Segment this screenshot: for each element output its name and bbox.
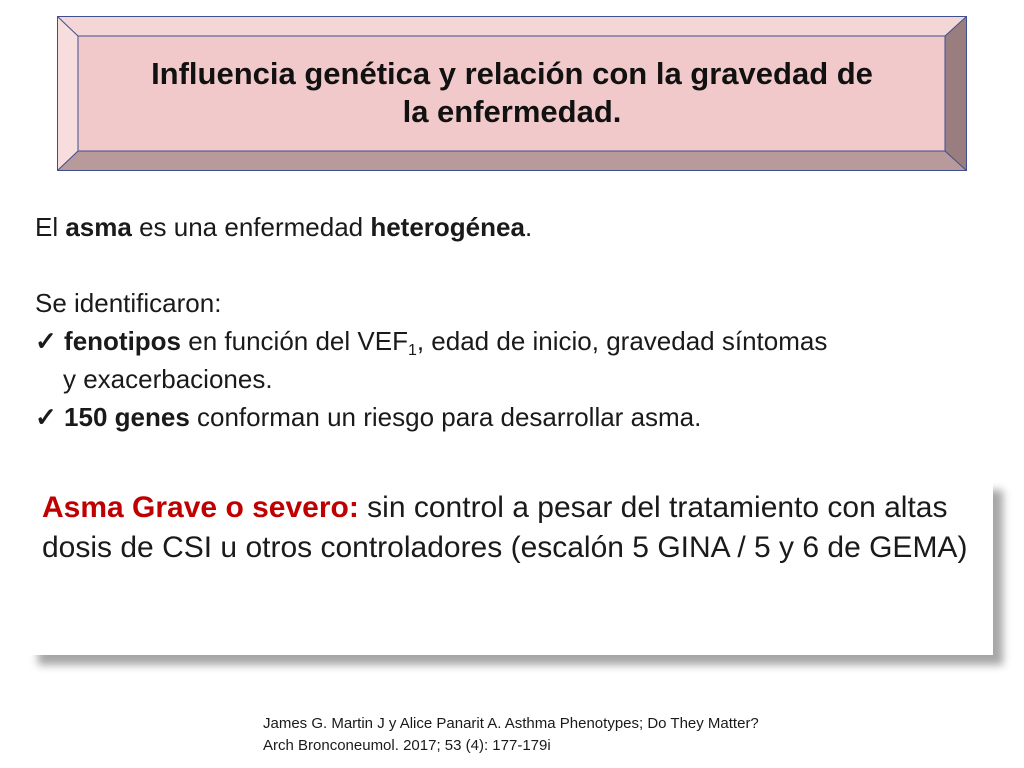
intro-pre: El: [35, 212, 66, 242]
reference-line2: Arch Bronconeumol. 2017; 53 (4): 177-179i: [263, 737, 551, 754]
intro-mid: es una enfermedad: [131, 212, 371, 242]
check-icon: ✓: [35, 326, 57, 356]
severe-asthma-text: [42, 488, 982, 568]
identified-heading: Se identificaron:: [35, 288, 222, 318]
reference-citation: [263, 713, 983, 757]
spacer: [35, 246, 1005, 284]
intro-asma: asma: [65, 212, 132, 242]
check-icon: ✓: [35, 402, 57, 432]
bullet-fenotipos: [35, 322, 1005, 360]
bullet-fenotipos-post: , edad de inicio, gravedad síntomas: [416, 326, 828, 356]
slide-title-line1: Influencia genética y relación con la gravedad de: [151, 56, 873, 91]
bullet-fenotipos-bold: fenotipos: [64, 326, 182, 356]
body-text: [35, 208, 1005, 436]
bullet-genes-bold: 150 genes: [64, 402, 190, 432]
intro-heterogenea: heterogénea: [370, 212, 525, 242]
intro-post: .: [524, 212, 533, 242]
bullet-genes: [35, 398, 1005, 436]
vef-subscript: 1: [407, 342, 417, 359]
severe-asthma-definition: sin control a pesar del tratamiento con altas dosis de CSI u otros controladores (escalón 5 GINA / 5 y 6 de GEMA): [42, 491, 968, 564]
slide-title: [78, 36, 946, 150]
intro-sentence: [35, 208, 1005, 246]
slide-title-line2: la enfermedad.: [402, 94, 622, 129]
bullet-fenotipos-pre: en función del VEF: [181, 326, 408, 356]
reference-line1: James G. Martin J y Alice Panarit A. Asthma Phenotypes; Do They Matter?: [263, 715, 759, 732]
bullet-fenotipos-continuation: y exacerbaciones.: [63, 364, 273, 394]
bullet-genes-text: conforman un riesgo para desarrollar asma.: [189, 402, 702, 432]
severe-asthma-lead: Asma Grave o severo:: [42, 491, 359, 524]
